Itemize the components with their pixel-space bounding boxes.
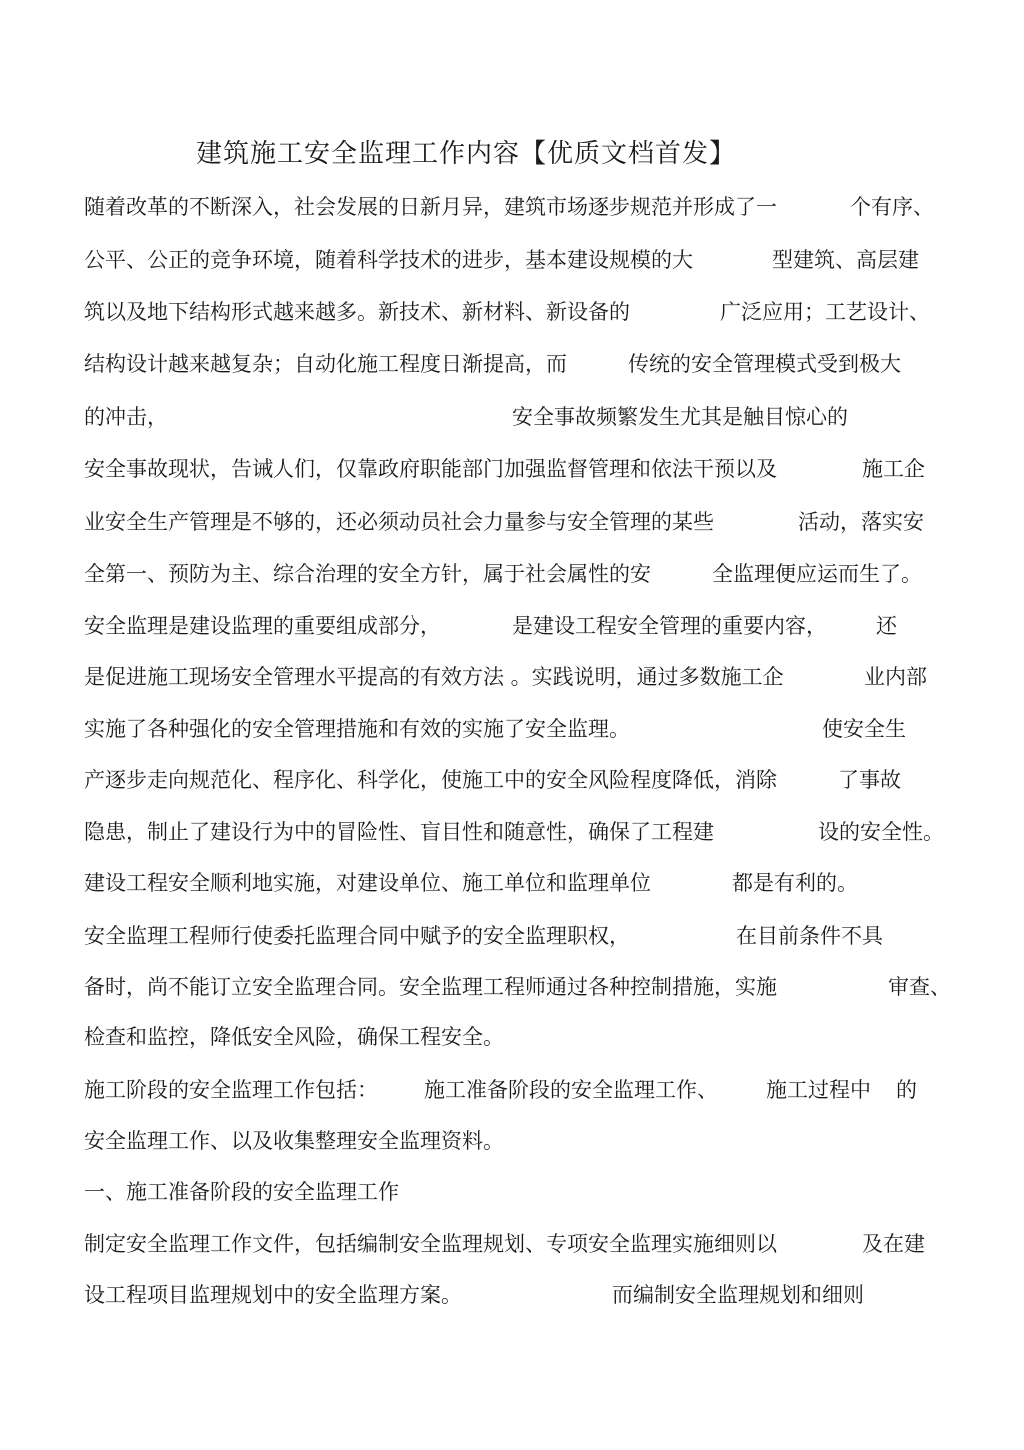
- text-segment: 安全事故频繁发生尤其是触目惊心的: [512, 405, 848, 429]
- text-segment: 安全监理工程师行使委托监理合同中赋予的安全监理职权，: [84, 924, 630, 948]
- text-segment: 的: [896, 1078, 917, 1102]
- text-segment: 是建设工程安全管理的重要内容，: [512, 614, 827, 638]
- text-segment: 活动，落实安: [798, 510, 924, 534]
- text-segment: 安全监理工作、以及收集整理安全监理资料。: [84, 1129, 504, 1153]
- text-segment: 隐患，制止了建设行为中的冒险性、盲目性和随意性，确保了工程建: [84, 820, 714, 844]
- text-segment: 业内部: [864, 665, 927, 689]
- text-segment: 备时，尚不能订立安全监理合同。安全监理工程师通过各种控制措施，实施: [84, 975, 777, 999]
- text-segment: 产逐步走向规范化、程序化、科学化，使施工中的安全风险程度降低，消除: [84, 768, 777, 792]
- text-segment: 型建筑、高层建: [772, 248, 919, 272]
- text-segment: 全监理便应运而生了。: [712, 562, 922, 586]
- text-segment: 广泛应用；工艺设计、: [720, 300, 930, 324]
- text-segment: 个有序、: [850, 195, 934, 219]
- text-segment: 而编制安全监理规划和细则: [612, 1283, 864, 1307]
- text-segment: 一、施工准备阶段的安全监理工作: [84, 1180, 399, 1204]
- text-segment: 筑以及地下结构形式越来越多。新技术、新材料、新设备的: [84, 300, 630, 324]
- text-segment: 施工过程中: [766, 1078, 871, 1102]
- text-segment: 安全事故现状，告诫人们，仅靠政府职能部门加强监督管理和依法干预以及: [84, 457, 777, 481]
- text-segment: 安全监理是建设监理的重要组成部分，: [84, 614, 441, 638]
- text-segment: 都是有利的。: [732, 871, 858, 895]
- text-segment: 随着改革的不断深入，社会发展的日新月异，建筑市场逐步规范并形成了一: [84, 195, 777, 219]
- text-segment: 及在建: [862, 1232, 925, 1256]
- text-segment: 审查、: [888, 975, 951, 999]
- text-segment: 制定安全监理工作文件，包括编制安全监理规划、专项安全监理实施细则以: [84, 1232, 777, 1256]
- text-segment: 结构设计越来越复杂；自动化施工程度日渐提高，而: [84, 352, 567, 376]
- text-segment: 设的安全性。: [818, 820, 944, 844]
- text-segment: 施工阶段的安全监理工作包括：: [84, 1078, 378, 1102]
- text-segment: 使安全生: [822, 717, 906, 741]
- text-segment: 是促进施工现场安全管理水平提高的有效方法 。实践说明，通过多数施工企: [84, 665, 784, 689]
- document-title: 建筑施工安全监理工作内容【优质文档首发】: [196, 139, 737, 169]
- text-segment: 业安全生产管理是不够的，还必须动员社会力量参与安全管理的某些: [84, 510, 714, 534]
- text-segment: 建设工程安全顺利地实施，对建设单位、施工单位和监理单位: [84, 871, 651, 895]
- text-segment: 在目前条件不具: [736, 924, 883, 948]
- text-segment: 施工准备阶段的安全监理工作、: [424, 1078, 718, 1102]
- text-segment: 检查和监控，降低安全风险，确保工程安全。: [84, 1025, 504, 1049]
- text-segment: 了事故: [838, 768, 901, 792]
- text-segment: 公平、公正的竞争环境，随着科学技术的进步，基本建设规模的大: [84, 248, 693, 272]
- text-segment: 实施了各种强化的安全管理措施和有效的实施了安全监理。: [84, 717, 630, 741]
- text-segment: 全第一、预防为主、综合治理的安全方针，属于社会属性的安: [84, 562, 651, 586]
- text-segment: 设工程项目监理规划中的安全监理方案。: [84, 1283, 462, 1307]
- text-segment: 施工企: [862, 457, 925, 481]
- text-segment: 还: [876, 614, 897, 638]
- text-segment: 传统的安全管理模式受到极大: [628, 352, 901, 376]
- text-segment: 的冲击，: [84, 405, 168, 429]
